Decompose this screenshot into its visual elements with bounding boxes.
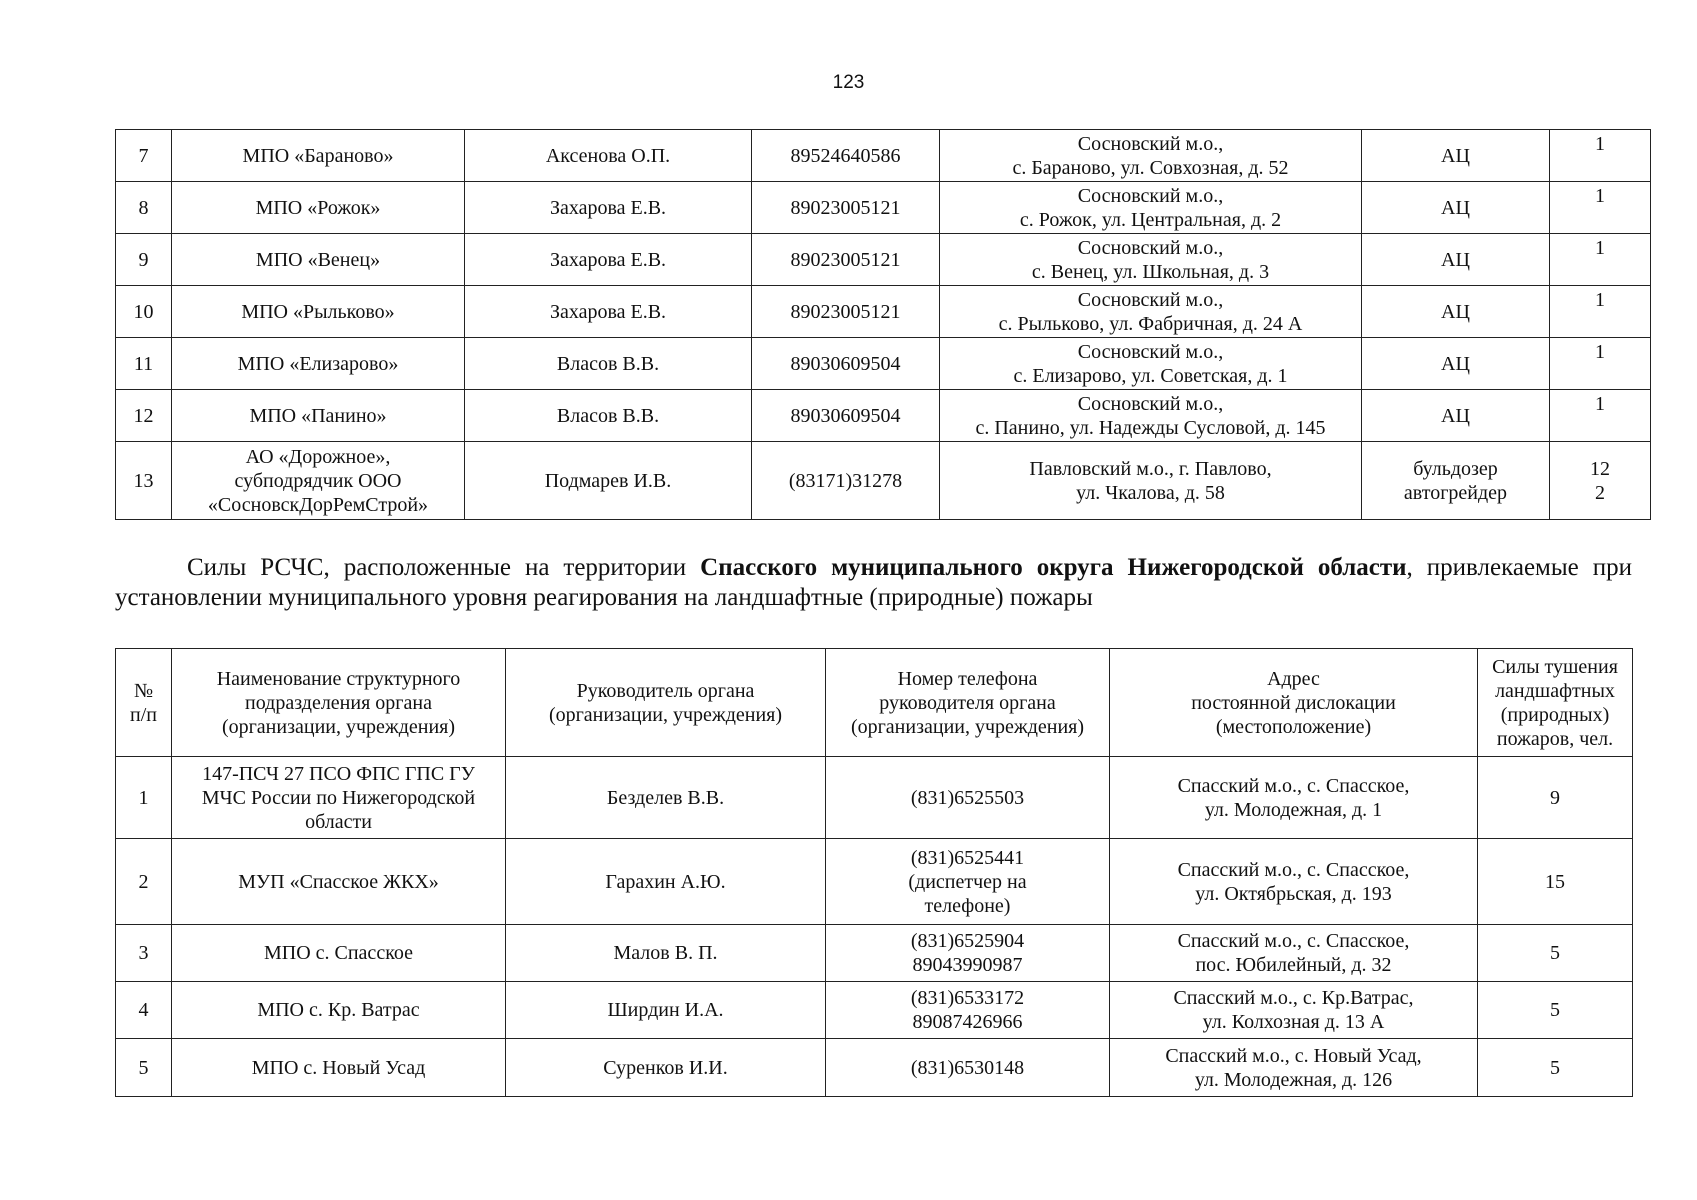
- phone-number: [752, 442, 940, 520]
- manager-name-line: Малов В. П.: [613, 942, 718, 964]
- forces-count: [1478, 839, 1633, 925]
- address-line: Спасский м.о., с. Кр.Ватрас,: [1173, 987, 1414, 1009]
- phone-number-line: 89030609504: [790, 352, 901, 375]
- phone-number-line: (диспетчер на: [908, 870, 1027, 893]
- manager-name-line: Власов В.В.: [556, 404, 660, 427]
- address-line: Спасский м.о., с. Спасское,: [1177, 858, 1410, 881]
- forces-count-line: 1: [1595, 289, 1605, 311]
- unit-name-line: МПО «Венец»: [255, 248, 381, 271]
- header-number: [116, 649, 172, 757]
- equipment-line: АЦ: [1441, 404, 1470, 427]
- manager-name-line: Безделев В.В.: [606, 786, 725, 809]
- heading-text-start: Силы РСЧС, расположенные на территории: [187, 554, 701, 581]
- address: [940, 286, 1362, 338]
- header-manager-line: (организации, учреждения): [548, 703, 783, 726]
- address-line: с. Бараново, ул. Совхозная, д. 52: [1012, 156, 1289, 179]
- address-line: с. Панино, ул. Надежды Сусловой, д. 145: [975, 416, 1326, 439]
- unit-name-line: МПО с. Кр. Ватрас: [257, 999, 420, 1021]
- address-line: с. Рыльково, ул. Фабричная, д. 24 А: [998, 312, 1303, 335]
- equipment: [1362, 234, 1550, 286]
- row-number: [116, 130, 172, 182]
- unit-name-line: МЧС России по Нижегородской: [201, 786, 476, 809]
- phone-number-line: 89023005121: [790, 196, 901, 219]
- unit-name: [172, 442, 465, 520]
- phone-number-line: 89087426966: [912, 1011, 1023, 1033]
- address-line: Сосновский м.о.,: [1077, 392, 1224, 415]
- phone-number: [752, 182, 940, 234]
- header-address-line: Адрес: [1267, 667, 1320, 690]
- phone-number: [826, 839, 1110, 925]
- header-phone-line: руководителя органа: [879, 691, 1056, 714]
- manager-name: [506, 925, 826, 982]
- row-number-line: 7: [138, 144, 149, 167]
- equipment-line: АЦ: [1441, 248, 1470, 271]
- address-line: с. Венец, ул. Школьная, д. 3: [1031, 260, 1270, 283]
- heading-text-end: , привлекаемые при установлении муниципального уровня реагирования на ландшафтные (природные) пожары: [115, 554, 1632, 611]
- phone-number: [826, 925, 1110, 982]
- address: [940, 182, 1362, 234]
- row-number-line: 4: [138, 999, 149, 1021]
- manager-name: [506, 1039, 826, 1097]
- address-line: ул. Молодежная, д. 126: [1194, 1068, 1393, 1091]
- manager-name: [465, 390, 752, 442]
- manager-name-line: Власов В.В.: [556, 352, 660, 375]
- row-number: [116, 1039, 172, 1097]
- unit-name-line: МПО «Бараново»: [242, 144, 394, 167]
- forces-count: [1550, 234, 1651, 286]
- table-row: [116, 1039, 1633, 1097]
- manager-name: [465, 130, 752, 182]
- address: [1110, 982, 1478, 1039]
- phone-number: [752, 130, 940, 182]
- unit-name-line: МПО с. Новый Усад: [251, 1056, 426, 1079]
- unit-name: [172, 338, 465, 390]
- address-line: ул. Молодежная, д. 1: [1204, 798, 1383, 821]
- equipment-line: автогрейдер: [1403, 481, 1508, 504]
- table1-body: [116, 130, 1651, 520]
- phone-number-line: (831)6533172: [910, 987, 1025, 1009]
- header-forces-line: Силы тушения: [1492, 655, 1618, 678]
- row-number-line: 12: [133, 404, 154, 427]
- unit-name-line: МПО «Рыльково»: [241, 300, 395, 323]
- header-unit-name-line: подразделения органа: [245, 691, 432, 714]
- manager-name: [506, 757, 826, 839]
- manager-name: [465, 338, 752, 390]
- header-manager-line: Руководитель органа: [576, 679, 755, 702]
- unit-name: [172, 390, 465, 442]
- forces-count: [1550, 442, 1651, 520]
- forces-count-line: 2: [1595, 481, 1605, 504]
- section-heading: [115, 553, 1632, 613]
- forces-count-line: 5: [1550, 1056, 1560, 1079]
- forces-count: [1550, 390, 1651, 442]
- unit-name-line: МПО с. Спасское: [263, 942, 414, 964]
- row-number-line: 8: [138, 196, 149, 219]
- unit-name-line: «СосновскДорРемСтрой»: [207, 493, 429, 516]
- forces-count-line: 1: [1595, 185, 1605, 207]
- forces-count: [1478, 925, 1633, 982]
- address-line: Спасский м.о., с. Спасское,: [1177, 774, 1410, 797]
- phone-number-line: (831)6525503: [910, 786, 1025, 809]
- unit-name: [172, 839, 506, 925]
- table-row: [116, 130, 1651, 182]
- address-line: Павловский м.о., г. Павлово,: [1029, 457, 1272, 480]
- unit-name-line: области: [305, 810, 372, 833]
- unit-name: [172, 925, 506, 982]
- address-line: пос. Юбилейный, д. 32: [1195, 954, 1392, 976]
- phone-number: [752, 286, 940, 338]
- equipment-line: АЦ: [1441, 300, 1470, 323]
- row-number: [116, 839, 172, 925]
- unit-name: [172, 1039, 506, 1097]
- row-number: [116, 925, 172, 982]
- forces-count: [1550, 286, 1651, 338]
- address-line: ул. Чкалова, д. 58: [1076, 481, 1225, 504]
- equipment: [1362, 390, 1550, 442]
- address-line: Спасский м.о., с. Новый Усад,: [1165, 1044, 1422, 1067]
- header-forces-line: пожаров, чел.: [1496, 727, 1614, 750]
- forces-count: [1478, 982, 1633, 1039]
- sosnovsky-forces-table: [115, 129, 1651, 520]
- address: [940, 130, 1362, 182]
- manager-name: [465, 234, 752, 286]
- row-number: [116, 234, 172, 286]
- unit-name-line: МПО «Рожок»: [255, 196, 381, 219]
- forces-count: [1478, 757, 1633, 839]
- unit-name-line: 147-ПСЧ 27 ПСО ФПС ГПС ГУ: [202, 762, 475, 785]
- forces-count-line: 5: [1550, 942, 1560, 964]
- forces-count-line: 15: [1545, 870, 1565, 893]
- header-phone-line: (организации, учреждения): [850, 715, 1085, 738]
- phone-number-line: (831)6525904: [910, 930, 1025, 952]
- unit-name: [172, 757, 506, 839]
- address-line: ул. Колхозная д. 13 А: [1202, 1011, 1385, 1033]
- row-number-line: 13: [133, 469, 154, 492]
- row-number: [116, 442, 172, 520]
- equipment-line: АЦ: [1441, 196, 1470, 219]
- row-number-line: 9: [138, 248, 149, 271]
- address-line: с. Елизарово, ул. Советская, д. 1: [1013, 364, 1288, 387]
- manager-name-line: Гарахин А.Ю.: [605, 870, 726, 893]
- address-line: с. Рожок, ул. Центральная, д. 2: [1019, 208, 1282, 231]
- manager-name: [506, 982, 826, 1039]
- row-number-line: 10: [133, 300, 154, 323]
- address: [1110, 925, 1478, 982]
- header-forces-line: ландшафтных: [1495, 679, 1615, 702]
- header-unit-name-line: Наименование структурного: [216, 667, 461, 690]
- row-number: [116, 982, 172, 1039]
- unit-name: [172, 982, 506, 1039]
- equipment: [1362, 442, 1550, 520]
- phone-number: [752, 234, 940, 286]
- table-row: [116, 839, 1633, 925]
- table-row: [116, 982, 1633, 1039]
- phone-number-line: 89043990987: [912, 954, 1023, 976]
- header-address-line: (местоположение): [1215, 715, 1372, 738]
- address-line: Сосновский м.о.,: [1077, 184, 1224, 207]
- manager-name-line: Подмарев И.В.: [544, 469, 672, 492]
- forces-count-line: 9: [1550, 786, 1560, 809]
- phone-number-line: (831)6530148: [910, 1056, 1025, 1079]
- address-line: Сосновский м.о.,: [1077, 288, 1224, 311]
- heading-bold-district: Спасского муниципального округа Нижегородской области: [700, 554, 1407, 581]
- unit-name: [172, 234, 465, 286]
- address: [940, 442, 1362, 520]
- row-number-line: 3: [138, 942, 149, 964]
- address-line: ул. Октябрьская, д. 193: [1195, 882, 1392, 905]
- table2-header-row: [116, 649, 1633, 757]
- unit-name: [172, 286, 465, 338]
- forces-count-line: 1: [1595, 393, 1605, 415]
- equipment-line: АЦ: [1441, 144, 1470, 167]
- phone-number-line: 89023005121: [790, 248, 901, 271]
- phone-number-line: 89030609504: [790, 404, 901, 427]
- table2-body: [116, 757, 1633, 1097]
- phone-number: [752, 338, 940, 390]
- address: [940, 338, 1362, 390]
- address: [1110, 1039, 1478, 1097]
- row-number: [116, 757, 172, 839]
- manager-name: [506, 839, 826, 925]
- phone-number-line: 89524640586: [790, 144, 901, 167]
- unit-name-line: субподрядчик ООО: [234, 469, 402, 492]
- address: [940, 234, 1362, 286]
- header-forces: [1478, 649, 1633, 757]
- unit-name-line: МУП «Спасское ЖКХ»: [238, 870, 439, 893]
- header-phone-line: Номер телефона: [897, 667, 1038, 690]
- header-unit-name-line: (организации, учреждения): [221, 715, 456, 738]
- header-forces-line: (природных): [1500, 703, 1610, 726]
- manager-name-line: Аксенова О.П.: [545, 144, 671, 167]
- manager-name-line: Захарова Е.В.: [549, 248, 667, 271]
- phone-number-line: 89023005121: [790, 300, 901, 323]
- header-phone: [826, 649, 1110, 757]
- equipment: [1362, 338, 1550, 390]
- unit-name-line: АО «Дорожное»,: [245, 445, 391, 468]
- manager-name: [465, 182, 752, 234]
- table-row: [116, 925, 1633, 982]
- manager-name-line: Захарова Е.В.: [549, 196, 667, 219]
- row-number: [116, 182, 172, 234]
- table-row: [116, 442, 1651, 520]
- address: [1110, 839, 1478, 925]
- forces-count: [1550, 130, 1651, 182]
- table-row: [116, 286, 1651, 338]
- table-row: [116, 390, 1651, 442]
- forces-count: [1550, 338, 1651, 390]
- row-number-line: 11: [133, 352, 154, 375]
- address-line: Спасский м.о., с. Спасское,: [1177, 930, 1410, 952]
- forces-count-line: 12: [1590, 457, 1610, 480]
- forces-count: [1550, 182, 1651, 234]
- header-address-line: постоянной дислокации: [1191, 691, 1396, 714]
- phone-number: [826, 982, 1110, 1039]
- spassky-forces-table: [115, 648, 1633, 1097]
- table-row: [116, 338, 1651, 390]
- manager-name-line: Захарова Е.В.: [549, 300, 667, 323]
- row-number: [116, 286, 172, 338]
- phone-number: [826, 757, 1110, 839]
- row-number-line: 5: [138, 1056, 149, 1079]
- address-line: Сосновский м.о.,: [1077, 236, 1224, 259]
- unit-name: [172, 130, 465, 182]
- equipment: [1362, 182, 1550, 234]
- table-row: [116, 234, 1651, 286]
- row-number-line: 2: [138, 870, 149, 893]
- address: [940, 390, 1362, 442]
- phone-number: [752, 390, 940, 442]
- header-unit-name: [172, 649, 506, 757]
- equipment: [1362, 286, 1550, 338]
- header-number-line: п/п: [130, 703, 157, 726]
- forces-count-line: 1: [1595, 237, 1605, 259]
- unit-name-line: МПО «Елизарово»: [237, 352, 399, 375]
- row-number: [116, 338, 172, 390]
- manager-name-line: Ширдин И.А.: [607, 999, 724, 1021]
- row-number-line: 1: [138, 786, 149, 809]
- address-line: Сосновский м.о.,: [1077, 132, 1224, 155]
- forces-count-line: 1: [1595, 133, 1605, 155]
- equipment-line: АЦ: [1441, 352, 1470, 375]
- table-row: [116, 757, 1633, 839]
- phone-number-line: (83171)31278: [788, 469, 903, 492]
- page-number: 123: [832, 72, 865, 93]
- manager-name: [465, 442, 752, 520]
- row-number: [116, 390, 172, 442]
- header-manager: [506, 649, 826, 757]
- table-row: [116, 182, 1651, 234]
- equipment: [1362, 130, 1550, 182]
- equipment-line: бульдозер: [1413, 457, 1498, 480]
- phone-number: [826, 1039, 1110, 1097]
- forces-count-line: 5: [1550, 999, 1560, 1021]
- unit-name-line: МПО «Панино»: [249, 404, 387, 427]
- address-line: Сосновский м.о.,: [1077, 340, 1224, 363]
- header-address: [1110, 649, 1478, 757]
- manager-name-line: Суренков И.И.: [603, 1056, 728, 1079]
- manager-name: [465, 286, 752, 338]
- address: [1110, 757, 1478, 839]
- phone-number-line: (831)6525441: [910, 846, 1025, 869]
- unit-name: [172, 182, 465, 234]
- phone-number-line: телефоне): [924, 894, 1011, 917]
- forces-count-line: 1: [1595, 341, 1605, 363]
- header-number-line: №: [133, 679, 154, 702]
- forces-count: [1478, 1039, 1633, 1097]
